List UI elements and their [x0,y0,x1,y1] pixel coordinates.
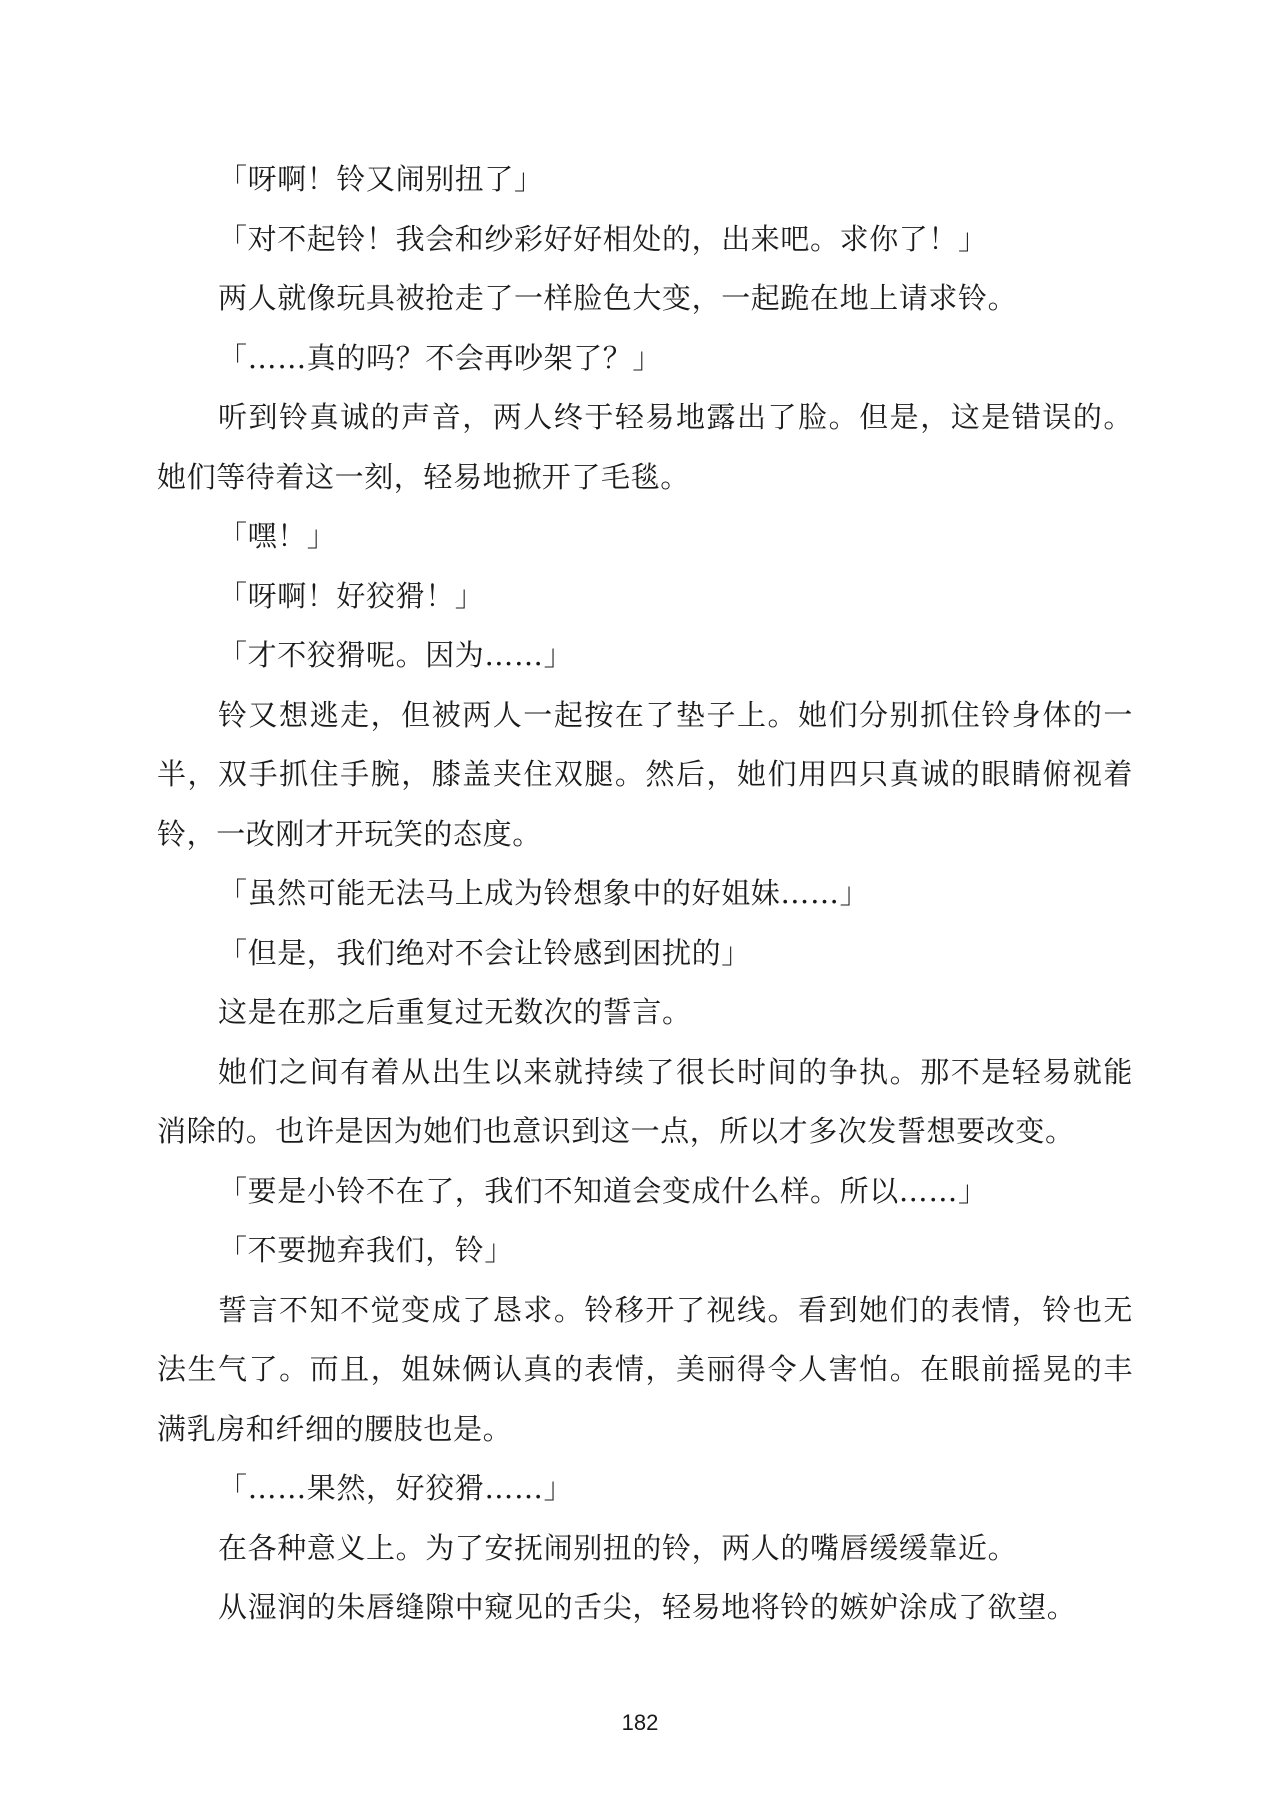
paragraph: 在各种意义上。为了安抚闹别扭的铃，两人的嘴唇缓缓靠近。 [218,1530,1018,1565]
paragraph: 「呀啊！铃又闹别扭了」 [218,162,544,196]
paragraph: 「呀啊！好狡猾！」 [218,578,485,613]
paragraph: 从湿润的朱唇缝隙中窥见的舌尖，轻易地将铃的嫉妒涂成了欲望。 [218,1590,1077,1624]
paragraph: 听到铃真诚的声音，两人终于轻易地露出了脸。但是，这是错误的。她们等待着这一刻，轻易地掀开了毛毯。 [157,400,1133,494]
paragraph: 「虽然可能无法马上成为铃想象中的好姐妹……」 [218,876,870,910]
body-text [157,150,1133,1638]
paragraph: 这是在那之后重复过无数次的誓言。 [218,995,692,1029]
paragraph: 「……真的吗？不会再吵架了？」 [218,340,663,375]
paragraph: 她们之间有着从出生以来就持续了很长时间的争执。那不是轻易就能消除的。也许是因为她们也意识到这一点，所以才多次发誓想要改变。 [157,1054,1133,1148]
paragraph: 铃又想逃走，但被两人一起按在了垫子上。她们分别抓住铃身体的一半，双手抓住手腕，膝盖夹住双腿。然后，她们用四只真诚的眼睛俯视着铃，一改刚才开玩笑的态度。 [157,697,1133,851]
paragraph: 「不要抛弃我们，铃」 [218,1233,515,1267]
paragraph: 「但是，我们绝对不会让铃感到困扰的」 [218,935,751,970]
paragraph: 两人就像玩具被抢走了一样脸色大变，一起跪在地上请求铃。 [218,281,1018,315]
paragraph: 「要是小铃不在了，我们不知道会变成什么样。所以……」 [218,1173,988,1208]
paragraph: 「才不狡猾呢。因为……」 [218,638,574,672]
paragraph: 「……果然，好狡猾……」 [218,1471,574,1505]
paragraph: 「对不起铃！我会和纱彩好好相处的，出来吧。求你了！」 [218,221,988,256]
paragraph: 「嘿！」 [218,519,337,553]
paragraph: 誓言不知不觉变成了恳求。铃移开了视线。看到她们的表情，铃也无法生气了。而且，姐妹俩认真的表情，美丽得令人害怕。在眼前摇晃的丰满乳房和纤细的腰肢也是。 [157,1292,1133,1446]
page-number: 182 [621,1710,659,1735]
